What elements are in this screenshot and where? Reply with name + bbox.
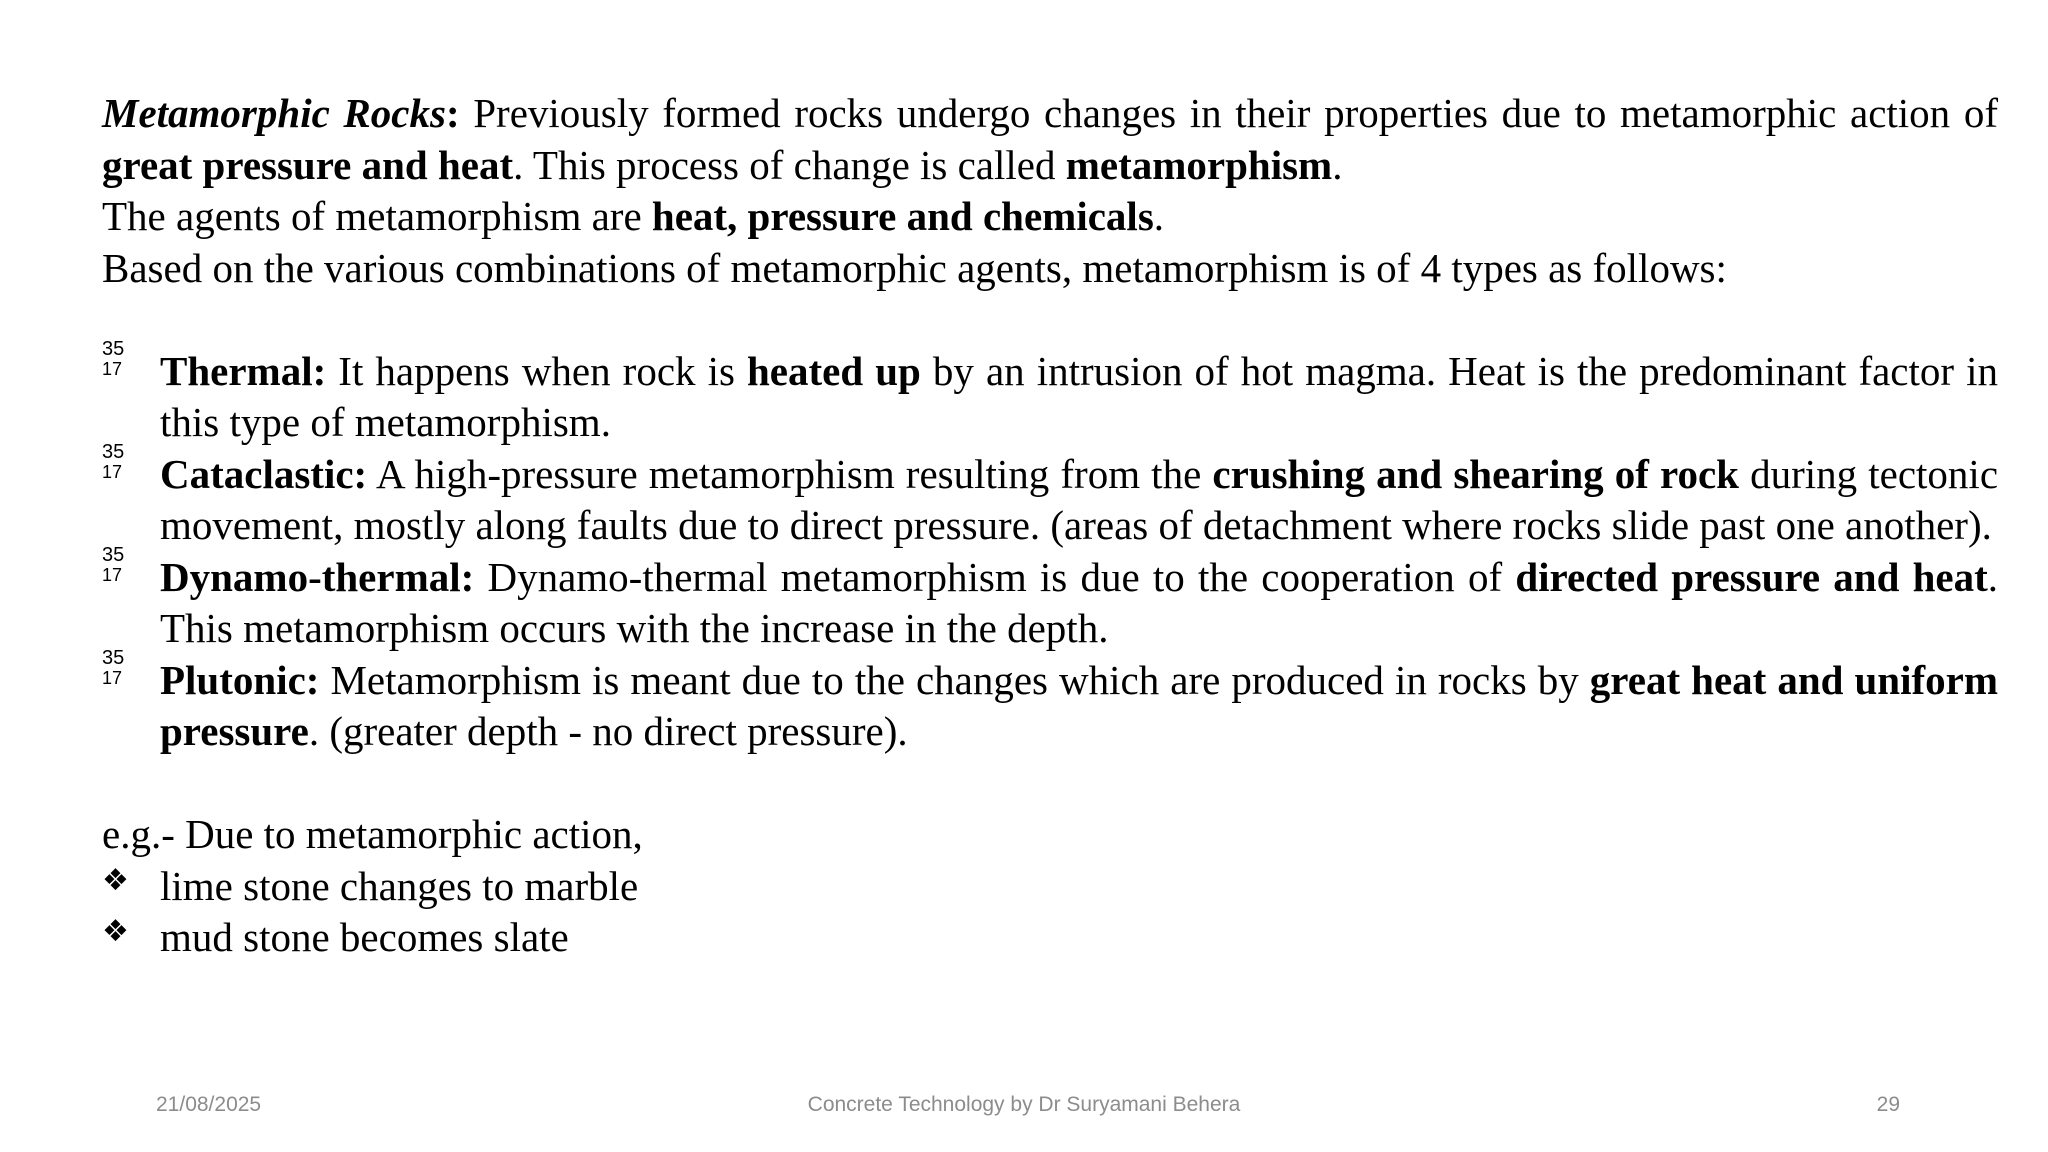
type-bold: heated up [747,347,921,394]
intro-bold-2: metamorphism [1065,141,1333,188]
type-bold: crushing and shearing of rock [1212,450,1739,497]
type-text-1: Metamorphism is meant due to the changes which are produced in rocks by [319,656,1590,703]
agents-paragraph [102,191,1998,243]
agents-text-1: The agents of metamorphism are [102,193,652,239]
type-item-thermal [102,337,1998,449]
marker-top: 35 [102,440,125,463]
list-marker-icon [102,442,142,482]
type-text-2: . (greater depth - no direct pressure). [308,708,908,754]
type-text-2: . This metamorphism occurs with the increase in the depth. [160,553,1998,651]
type-text-1: Dynamo-thermal metamorphism is due to the cooperation of [474,553,1516,600]
intro-text-1: Previously formed rocks undergo changes in their properties due to metamorphic action of [459,90,1998,136]
marker-bottom: 17 [102,667,123,688]
intro-text-2: . This process of change is called [513,141,1066,188]
type-item-plutonic [102,646,1998,758]
list-marker-icon [102,545,142,585]
type-text-1: It happens when rock is [326,347,747,394]
spacer [102,294,1998,346]
intro-term-colon: : [445,90,460,136]
type-title: Cataclastic: [160,450,368,497]
slide-content [102,88,1998,964]
agents-bold: heat, pressure and chemicals [651,193,1154,239]
list-marker-icon [102,339,142,379]
diamond-bullet-icon: ❖ [102,914,129,949]
marker-bottom: 17 [102,358,123,379]
type-text-1: A high-pressure metamorphism resulting from the [367,450,1213,497]
type-item-cataclastic [102,440,1999,552]
type-bold: directed pressure and heat [1515,553,1988,600]
type-title: Thermal: [160,347,327,394]
types-intro-paragraph: Based on the various combinations of metamorphic agents, metamorphism is of 4 types as follows: [102,244,1727,291]
intro-term [102,90,460,136]
footer-title: Concrete Technology by Dr Suryamani Behera [807,1093,1241,1116]
intro-term-text: Metamorphic Rocks [102,90,446,136]
footer-page-number: 29 [1876,1093,1900,1116]
marker-bottom: 17 [102,564,123,585]
intro-text-3: . [1332,141,1343,188]
example-item-marble [102,861,1998,913]
example-item-text: mud stone becomes slate [160,914,569,960]
example-item-text: lime stone changes to marble [160,862,639,909]
list-marker-icon [102,648,142,688]
intro-paragraph [102,88,1998,191]
marker-top: 35 [102,543,125,566]
example-item-slate [102,912,1998,964]
marker-top: 35 [102,646,125,669]
marker-top: 35 [102,337,125,360]
footer-date: 21/08/2025 [156,1093,262,1116]
spacer [102,758,1998,810]
diamond-bullet-icon: ❖ [102,862,129,898]
intro-bold-1: great pressure and heat [102,141,514,188]
type-text-2: by an intrusion of hot magma. Heat is the predominant factor in this type of metamorphism. [160,347,1998,445]
agents-text-2: . [1153,193,1165,239]
marker-bottom: 17 [102,461,123,482]
type-bold: great heat and uniform pressure [160,656,1998,754]
example-lead: e.g.- Due to metamorphic action, [102,811,643,857]
type-title: Dynamo-thermal: [160,553,475,600]
type-text-2: during tectonic movement, mostly along faults due to direct pressure. (areas of detachment where rocks slide past one another). [160,450,1999,548]
type-title: Plutonic: [160,656,320,703]
type-item-dynamo-thermal [102,543,1998,655]
